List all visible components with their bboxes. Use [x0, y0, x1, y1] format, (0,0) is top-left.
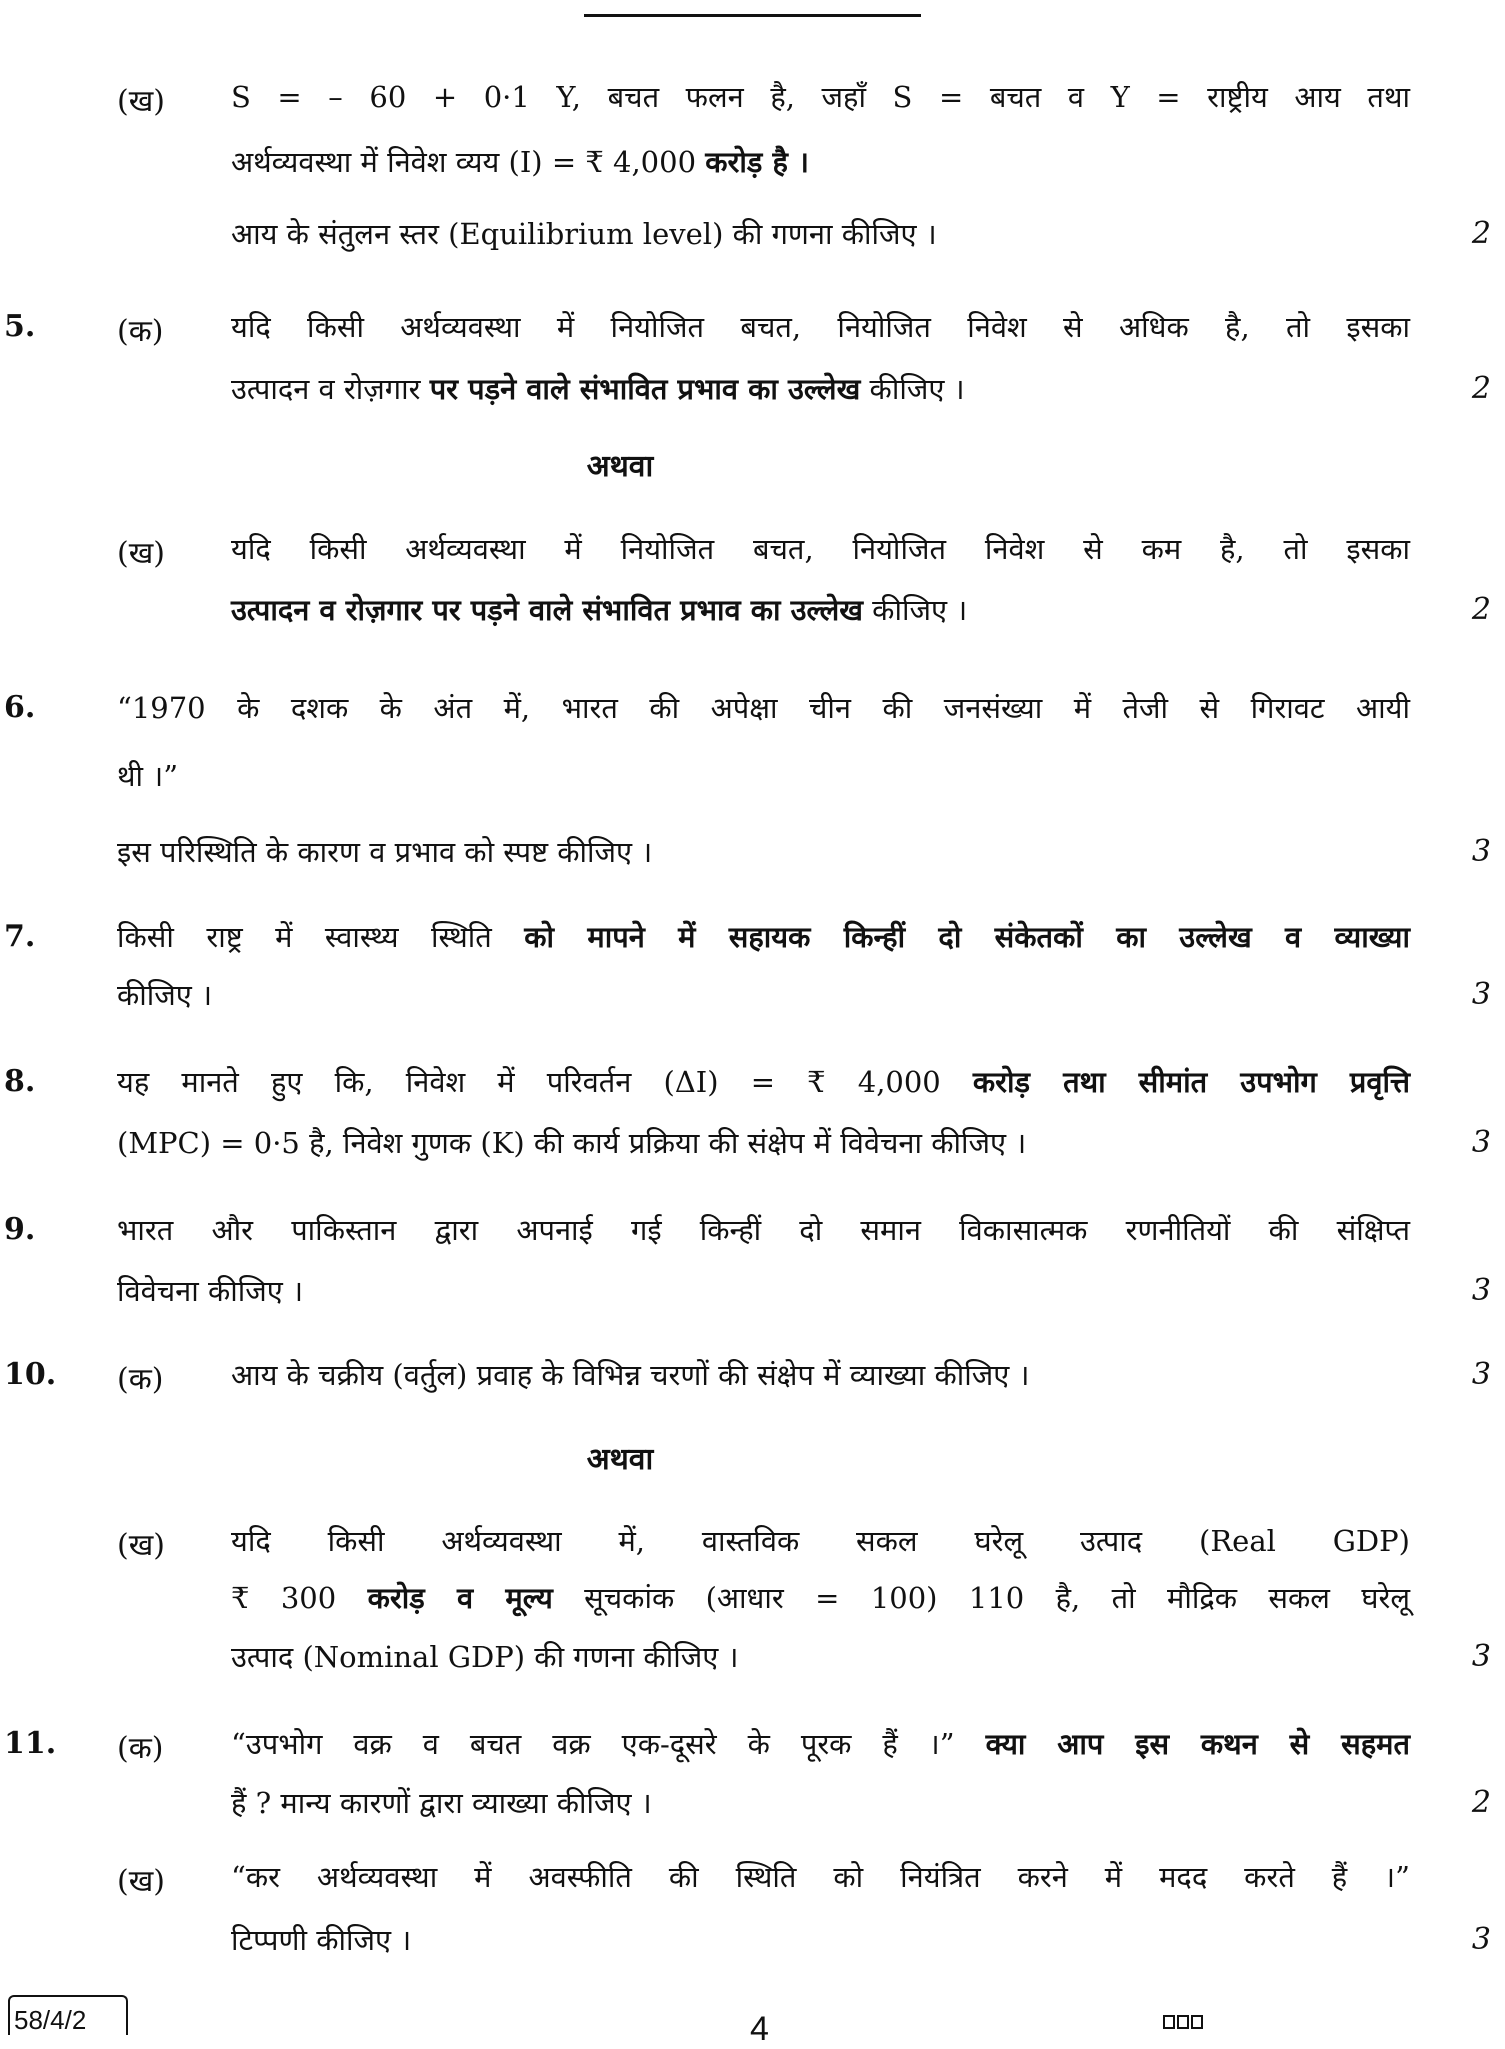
text: आय के चक्रीय (वर्तुल) प्रवाह के विभिन्न चरणों की संक्षेप में व्याख्या कीजिए । [231, 1358, 1030, 1392]
question-text-line [231, 214, 1410, 254]
bold-text: उत्पादन व रोज़गार पर पड़ने वाले संभावित प्रभाव का उल्लेख [231, 593, 863, 627]
text: (MPC) = 0·5 है, निवेश गुणक (K) की कार्य प्रक्रिया की संक्षेप में विवेचना कीजिए । [117, 1126, 1027, 1160]
question-text-line [117, 1210, 1410, 1250]
question-number: 10. [4, 1357, 57, 1392]
question-text-line [231, 77, 1410, 117]
bold-text: करोड़ है । [705, 145, 809, 179]
sub-question-label: (ख) [117, 536, 165, 571]
question-number: 5. [4, 309, 36, 344]
top-rule [584, 14, 921, 17]
marks: 3 [1471, 1125, 1491, 1160]
text: यदि किसी अर्थव्यवस्था में नियोजित बचत, नियोजित निवेश से अधिक है, तो इसका [231, 310, 1410, 344]
question-text-line [231, 1521, 1410, 1561]
question-text-line [231, 369, 1410, 409]
question-text-line [231, 590, 1410, 630]
text: भारत और पाकिस्तान द्वारा अपनाई गई किन्हीं दो समान विकासात्मक रणनीतियों की संक्षिप्त [117, 1213, 1410, 1247]
text: उत्पाद (Nominal GDP) की गणना कीजिए । [231, 1640, 739, 1674]
marks: 3 [1471, 834, 1491, 869]
question-text-line [231, 529, 1410, 569]
marks: 2 [1471, 1785, 1491, 1820]
question-text-line [117, 688, 1410, 728]
sub-question-label: (ख) [117, 1864, 165, 1899]
marks: 2 [1471, 371, 1491, 406]
question-text-line [117, 975, 1410, 1015]
text: हैं ? मान्य कारणों द्वारा व्याख्या कीजिए । [231, 1786, 652, 1820]
text: उत्पादन व रोज़गार [231, 372, 430, 406]
text: विवेचना कीजिए । [117, 1274, 304, 1308]
text: टिप्पणी कीजिए । [231, 1923, 412, 1957]
text: किसी राष्ट्र में स्वास्थ्य स्थिति [117, 920, 525, 954]
question-number: 9. [4, 1212, 36, 1247]
question-text-line [117, 1123, 1410, 1163]
sub-question-label: (क) [117, 1731, 164, 1766]
question-text-line [231, 1355, 1410, 1395]
marks: 2 [1471, 216, 1491, 251]
bold-text: क्या आप इस कथन से सहमत [985, 1727, 1410, 1761]
text: “उपभोग वक्र व बचत वक्र एक-दूसरे के पूरक हैं ।” [231, 1727, 986, 1761]
text: “1970 के दशक के अंत में, भारत की अपेक्षा चीन की जनसंख्या में तेजी से गिरावट आयी [117, 691, 1410, 725]
or-separator: अथवा [586, 449, 654, 484]
bold-text: को मापने में सहायक किन्हीं दो संकेतकों का उल्लेख व व्याख्या [524, 920, 1410, 954]
text: अर्थव्यवस्था में निवेश व्यय (I) = ₹ 4,000 [231, 145, 706, 179]
bold-text: करोड़ व मूल्य [367, 1581, 553, 1615]
question-text-line [231, 1724, 1410, 1764]
text: आय के संतुलन स्तर (Equilibrium level) की गणना कीजिए । [231, 217, 937, 251]
marks: 3 [1471, 1357, 1491, 1392]
marks: 3 [1471, 1639, 1491, 1674]
text: “कर अर्थव्यवस्था में अवस्फीति की स्थिति को नियंत्रित करने में मदद करते हैं ।” [231, 1860, 1410, 1894]
text: कीजिए । [862, 593, 968, 627]
question-text-line [231, 1637, 1410, 1677]
bold-text: करोड़ तथा सीमांत उपभोग प्रवृत्ति [972, 1065, 1410, 1099]
question-number: 8. [4, 1064, 36, 1099]
sub-question-label: (क) [117, 1362, 164, 1397]
text: थी ।” [117, 759, 179, 793]
question-text-line [117, 917, 1410, 957]
paper-code: 58/4/2 [8, 1995, 128, 2035]
question-text-line [117, 756, 1410, 796]
question-text-line [117, 1062, 1410, 1102]
text: यदि किसी अर्थव्यवस्था में, वास्तविक सकल घरेलू उत्पाद (Real GDP) [231, 1524, 1410, 1558]
question-text-line [117, 832, 1410, 872]
question-text-line [231, 142, 1410, 182]
question-text-line [231, 1783, 1410, 1823]
question-text-line [117, 1271, 1410, 1311]
marks: 3 [1471, 1273, 1491, 1308]
question-text-line [231, 307, 1410, 347]
question-text-line [231, 1578, 1410, 1618]
marks: 3 [1471, 1922, 1491, 1957]
qr-code-icon [1163, 2015, 1203, 2029]
text: यह मानते हुए कि, निवेश में परिवर्तन (ΔI) = ₹ 4,000 [117, 1065, 973, 1099]
text: कीजिए । [860, 372, 965, 406]
question-text-line [231, 1857, 1410, 1897]
question-text-line [231, 1920, 1410, 1960]
page-number: 4 [750, 2010, 769, 2048]
text: यदि किसी अर्थव्यवस्था में नियोजित बचत, नियोजित निवेश से कम है, तो इसका [231, 532, 1410, 566]
bold-text: पर पड़ने वाले संभावित प्रभाव का उल्लेख [429, 372, 861, 406]
text: सूचकांक (आधार = 100) 110 है, तो मौद्रिक सकल घरेलू [552, 1581, 1410, 1615]
text: कीजिए । [117, 978, 213, 1012]
sub-question-label: (ख) [117, 1528, 165, 1563]
text: S = – 60 + 0·1 Y, बचत फलन है, जहाँ S = बचत व Y = राष्ट्रीय आय तथा [231, 80, 1410, 114]
marks: 2 [1471, 592, 1491, 627]
question-number: 6. [4, 690, 36, 725]
marks: 3 [1471, 977, 1491, 1012]
or-separator: अथवा [586, 1442, 654, 1477]
text: इस परिस्थिति के कारण व प्रभाव को स्पष्ट कीजिए । [117, 835, 653, 869]
text: ₹ 300 [231, 1581, 368, 1615]
sub-question-label: (ख) [117, 84, 165, 119]
question-number: 11. [4, 1726, 57, 1761]
sub-question-label: (क) [117, 314, 164, 349]
question-number: 7. [4, 919, 36, 954]
